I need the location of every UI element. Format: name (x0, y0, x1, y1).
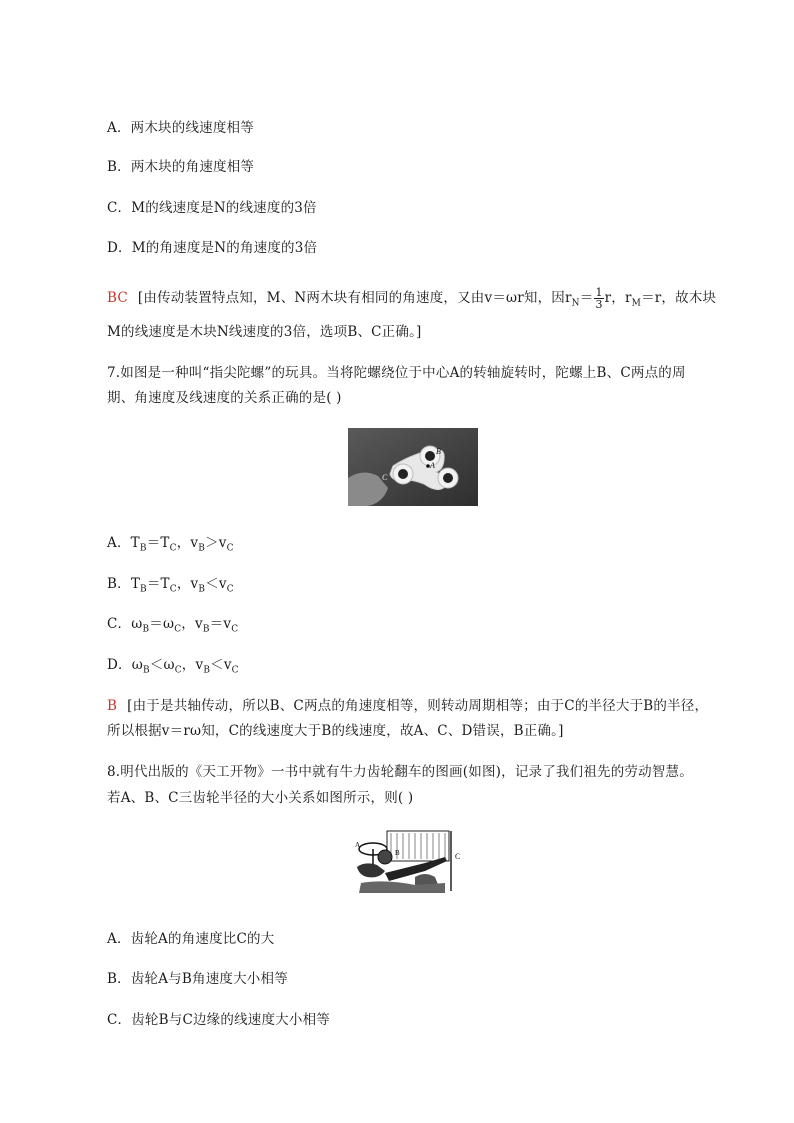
q6-answer-text: [由传动装置特点知，M、N两木块有相同的角速度，又由v＝ωr知，因r (137, 290, 572, 306)
s: B (142, 624, 150, 635)
t: ＝T (146, 576, 170, 592)
t: C．ω (107, 616, 143, 632)
t: ，v (181, 616, 203, 632)
q6-option-d: D．M的角速度是N的角速度的3倍 (107, 240, 318, 256)
q7-option-c (107, 612, 238, 635)
t: A．T (107, 535, 140, 551)
s: C (226, 543, 234, 554)
s: C (231, 665, 239, 676)
t: B．T (107, 576, 141, 592)
q6-option-c: C．M的线速度是N的线速度的3倍 (107, 200, 317, 216)
t: D．ω (107, 657, 143, 673)
q7-answer-key: B (107, 698, 118, 714)
q6-option-a: A．两木块的线速度相等 (107, 120, 254, 136)
sub-n: N (571, 298, 580, 309)
s: C (231, 624, 239, 635)
t: ，v (176, 576, 199, 592)
q6-answer-text3: ＝r，故木块 (641, 290, 717, 306)
q6-answer-line1: BC [由传动装置特点知，M、N两木块有相同的角速度，又由v＝ωr知，因$r_N=$ $\frac{1}{3}$ r，$r_M=r$，故木块 (107, 286, 717, 311)
q7-stem-line2: 期、角速度及线速度的关系正确的是( ) (107, 390, 342, 406)
frac-num: 1 (595, 286, 603, 299)
fraction-one-third (594, 287, 603, 310)
q7-stem-line1: 7.如图是一种叫“指尖陀螺”的玩具。当将陀螺绕位于中心A的转轴旋转时，陀螺上B、C两点的周 (107, 365, 686, 381)
s: B (203, 665, 211, 676)
q7-answer-line2: 所以根据v＝rω知，C的线速度大于B的线速度，故A、C、D错误，B正确。] (107, 723, 564, 739)
q6-answer-line2: M的线速度是木块N线速度的3倍，选项B、C正确。] (107, 324, 422, 340)
t: ＜ω (149, 657, 175, 673)
q8-option-a: A．齿轮A的角速度比C的大 (107, 931, 275, 947)
s: B (202, 624, 210, 635)
s: B (198, 584, 206, 595)
t: ＞v (205, 535, 227, 551)
s: B (139, 543, 147, 554)
t: ＝v (209, 616, 232, 632)
q6-answer-text2: r，r (604, 290, 632, 306)
fig7-label-c: C (382, 473, 388, 482)
q8-stem-line2: 若A、B、C三齿轮半径的大小关系如图所示，则( ) (107, 790, 414, 806)
t: ，v (181, 657, 204, 673)
q8-stem-line1: 8.明代出版的《天工开物》一书中就有牛力齿轮翻车的图画(如图)，记录了我们祖先的劳动智慧。 (107, 764, 693, 780)
gear-waterwheel-figure (355, 827, 467, 897)
s: B (142, 665, 150, 676)
sub-m: M (631, 298, 642, 309)
s: C (174, 665, 182, 676)
fig8-label-a: A (355, 841, 361, 849)
q7-option-b (107, 572, 234, 595)
q7-option-a (107, 531, 234, 554)
fig8-label-c: C (455, 852, 461, 861)
t: ＝ω (149, 616, 175, 632)
frac-den: 3 (595, 298, 603, 311)
s: C (174, 624, 182, 635)
q6-answer-key: BC (107, 290, 128, 306)
fig7-label-a: A (430, 461, 435, 470)
s: B (198, 543, 206, 554)
s: B (140, 584, 147, 595)
t: ＜v (210, 657, 232, 673)
s: C (169, 584, 177, 595)
fig8-label-b: B (395, 849, 400, 857)
q7-answer-text: [由于是共轴传动，所以B、C两点的角速度相等，则转动周期相等；由于C的半径大于B的半径， (127, 698, 709, 714)
q7-option-d (107, 653, 239, 676)
fidget-spinner-figure (348, 428, 478, 506)
q6-option-b: B．两木块的角速度相等 (107, 159, 255, 175)
fig7-label-b: B (436, 447, 441, 456)
t: ＜v (205, 576, 227, 592)
q8-option-c: C．齿轮B与C边缘的线速度大小相等 (107, 1012, 330, 1028)
s: C (169, 543, 177, 554)
t: ，v (176, 535, 199, 551)
s: C (226, 584, 234, 595)
q7-answer-line1 (107, 694, 708, 714)
t: ＝T (146, 535, 170, 551)
q8-option-b: B．齿轮A与B角速度大小相等 (107, 971, 288, 987)
